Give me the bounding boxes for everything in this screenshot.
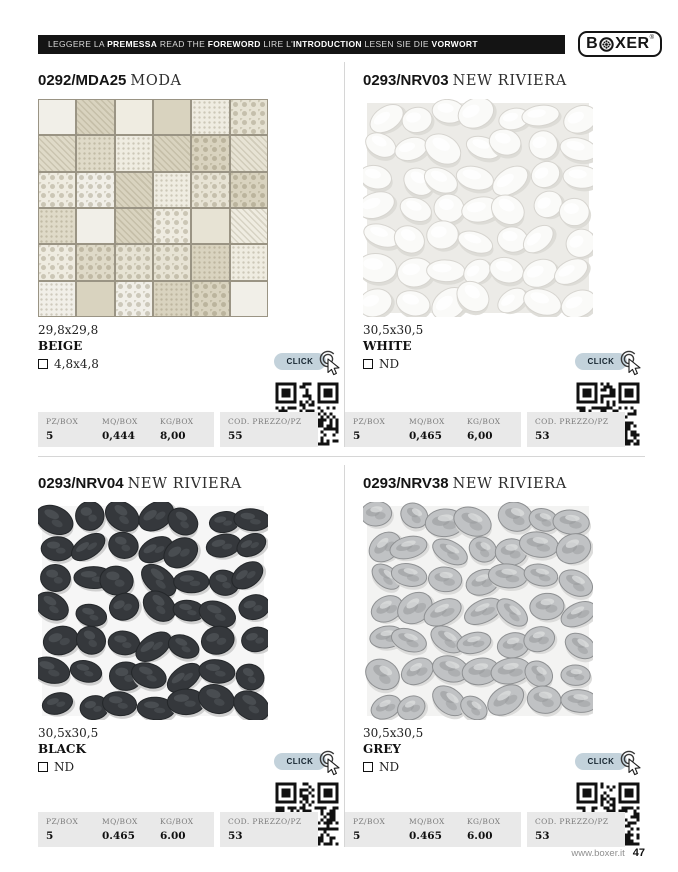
spec-header: KG/BOX <box>160 417 194 426</box>
click-cursor-icon <box>616 349 644 379</box>
spec-header: PZ/BOX <box>46 417 79 426</box>
product-color-name: GREY <box>363 742 401 756</box>
product-title <box>363 465 645 494</box>
mosaic-tile <box>116 173 152 207</box>
mosaic-rosette-o-icon <box>599 37 614 52</box>
spec-block-price-code <box>527 412 625 447</box>
mosaic-tile <box>39 209 75 243</box>
spec-col <box>535 417 617 442</box>
mosaic-tile <box>39 173 75 207</box>
spec-header: KG/BOX <box>467 417 501 426</box>
mosaic-tile <box>231 282 267 316</box>
product-color-name: BLACK <box>38 742 86 756</box>
chip-checkbox-icon <box>363 359 373 369</box>
chip-size: ND <box>54 760 75 774</box>
click-button[interactable] <box>575 353 627 370</box>
click-label: CLICK <box>286 357 314 366</box>
product-code: 0292/MDA25 <box>38 72 127 89</box>
product-spec-table <box>345 812 625 847</box>
product-grid <box>38 62 645 847</box>
product-card <box>38 465 344 847</box>
chip-size: ND <box>379 357 400 371</box>
mosaic-tile <box>231 136 267 170</box>
spec-col <box>228 417 310 442</box>
spec-value: 0.465 <box>102 830 135 842</box>
product-title <box>38 465 320 494</box>
mosaic-tile <box>231 209 267 243</box>
click-cursor-icon <box>315 349 343 379</box>
spec-col <box>409 817 467 842</box>
product-color-name: BEIGE <box>38 339 83 353</box>
mosaic-tile <box>192 245 228 279</box>
spec-block-price-code <box>220 412 318 447</box>
spec-block-main <box>345 812 521 847</box>
spec-col <box>102 417 160 442</box>
spec-header: COD. PREZZO/PZ <box>535 417 609 426</box>
click-label: CLICK <box>587 357 615 366</box>
spec-col <box>46 817 102 842</box>
click-cursor-icon <box>315 749 343 779</box>
spec-col <box>535 817 617 842</box>
mosaic-tile <box>231 173 267 207</box>
product-size: 30,5x30,5 <box>363 323 424 337</box>
product-code: 0293/NRV04 <box>38 475 124 492</box>
mosaic-tile <box>39 136 75 170</box>
spec-header: COD. PREZZO/PZ <box>228 817 302 826</box>
mosaic-tile <box>116 282 152 316</box>
mosaic-tile <box>192 209 228 243</box>
website-url: www.boxer.it <box>571 848 625 859</box>
logo-letters: XER <box>615 35 650 52</box>
pebble-image <box>363 502 593 720</box>
spec-col <box>409 417 467 442</box>
mosaic-tile <box>192 100 228 134</box>
product-card <box>38 62 344 447</box>
spec-header: MQ/BOX <box>102 817 138 826</box>
spec-header: MQ/BOX <box>102 417 138 426</box>
spec-header: COD. PREZZO/PZ <box>228 417 302 426</box>
spec-value: 55 <box>228 430 243 442</box>
spec-block-price-code <box>527 812 625 847</box>
mosaic-tile <box>231 245 267 279</box>
spec-value: 5 <box>353 830 361 842</box>
spec-col <box>353 417 409 442</box>
spec-header: MQ/BOX <box>409 817 445 826</box>
spec-col <box>102 817 160 842</box>
product-image <box>363 99 593 317</box>
product-name: NEW RIVIERA <box>452 73 567 89</box>
spec-col <box>353 817 409 842</box>
logo-letter: B <box>586 35 599 52</box>
product-image <box>38 99 268 317</box>
product-color-name: WHITE <box>363 339 412 353</box>
spec-value: 53 <box>535 830 550 842</box>
product-row-top <box>38 62 645 447</box>
pebble-image <box>38 502 268 720</box>
banner-segment: INTRODUCTION <box>293 39 362 49</box>
product-spec-table <box>38 412 318 447</box>
banner-segment: LIRE L' <box>260 39 294 49</box>
spec-value: 0.465 <box>409 830 442 842</box>
pebble-image <box>363 99 593 317</box>
product-size: 30,5x30,5 <box>38 726 99 740</box>
product-card <box>344 62 645 447</box>
chip-size: 4,8x4,8 <box>54 357 99 371</box>
mosaic-tile <box>77 173 113 207</box>
mosaic-tile <box>39 100 75 134</box>
spec-value: 5 <box>46 430 54 442</box>
banner-segment: PREMESSA <box>107 39 158 49</box>
product-title <box>38 62 320 91</box>
spec-header: KG/BOX <box>467 817 501 826</box>
mosaic-tile <box>116 100 152 134</box>
click-button[interactable] <box>274 753 326 770</box>
product-name: NEW RIVIERA <box>452 476 567 492</box>
mosaic-tile <box>77 282 113 316</box>
spec-header: PZ/BOX <box>353 417 386 426</box>
click-cursor-icon <box>616 749 644 779</box>
spec-value: 6,00 <box>467 430 493 442</box>
chip-checkbox-icon <box>38 762 48 772</box>
spec-value: 0,465 <box>409 430 442 442</box>
spec-col <box>160 817 206 842</box>
product-code: 0293/NRV38 <box>363 475 449 492</box>
mosaic-tile <box>231 100 267 134</box>
click-button[interactable] <box>274 353 326 370</box>
spec-col <box>46 417 102 442</box>
product-row-bottom <box>38 465 645 847</box>
product-spec-table <box>38 812 318 847</box>
spec-col <box>467 417 513 442</box>
spec-value: 5 <box>353 430 361 442</box>
page-footer <box>571 847 645 859</box>
product-card <box>344 465 645 847</box>
premessa-banner <box>38 35 565 54</box>
spec-header: KG/BOX <box>160 817 194 826</box>
spec-header: PZ/BOX <box>353 817 386 826</box>
registered-mark: ® <box>649 35 654 41</box>
product-name: NEW RIVIERA <box>127 476 242 492</box>
mosaic-tile <box>154 136 190 170</box>
mosaic-tile <box>154 245 190 279</box>
spec-col <box>228 817 310 842</box>
page-header <box>38 31 662 57</box>
product-name: MODA <box>130 73 182 89</box>
click-button[interactable] <box>575 753 627 770</box>
click-label: CLICK <box>286 757 314 766</box>
product-size: 29,8x29,8 <box>38 323 99 337</box>
mosaic-tile <box>154 209 190 243</box>
spec-col <box>467 817 513 842</box>
mosaic-tile <box>192 136 228 170</box>
banner-segment: FOREWORD <box>207 39 261 49</box>
spec-block-main <box>345 412 521 447</box>
spec-block-price-code <box>220 812 318 847</box>
mosaic-tile <box>192 282 228 316</box>
product-spec-table <box>345 412 625 447</box>
spec-value: 6.00 <box>160 830 186 842</box>
mosaic-tile <box>39 245 75 279</box>
spec-block-main <box>38 812 214 847</box>
product-code: 0293/NRV03 <box>363 72 449 89</box>
spec-value: 8,00 <box>160 430 186 442</box>
mosaic-tile <box>77 209 113 243</box>
click-label: CLICK <box>587 757 615 766</box>
mosaic-tile <box>77 245 113 279</box>
banner-segment: READ THE <box>157 39 208 49</box>
product-size: 30,5x30,5 <box>363 726 424 740</box>
mosaic-tile <box>77 136 113 170</box>
spec-value: 53 <box>535 430 550 442</box>
banner-segment: LESEN SIE DIE <box>361 39 432 49</box>
spec-col <box>160 417 206 442</box>
mosaic-tile <box>154 100 190 134</box>
banner-segment: LEGGERE LA <box>48 39 108 49</box>
mosaic-tile <box>116 209 152 243</box>
spec-value: 6.00 <box>467 830 493 842</box>
spec-header: COD. PREZZO/PZ <box>535 817 609 826</box>
boxer-logo <box>578 31 662 57</box>
product-image <box>363 502 593 720</box>
spec-value: 5 <box>46 830 54 842</box>
mosaic-tile <box>77 100 113 134</box>
mosaic-tile <box>116 245 152 279</box>
mosaic-tile <box>192 173 228 207</box>
mosaic-tile <box>116 136 152 170</box>
mosaic-tile <box>154 173 190 207</box>
mosaic-grid <box>38 99 268 317</box>
spec-value: 0,444 <box>102 430 135 442</box>
banner-segment: VORWORT <box>431 39 478 49</box>
chip-size: ND <box>379 760 400 774</box>
spec-block-main <box>38 412 214 447</box>
spec-value: 53 <box>228 830 243 842</box>
mosaic-tile <box>39 282 75 316</box>
row-divider <box>38 456 645 457</box>
chip-checkbox-icon <box>363 762 373 772</box>
product-title <box>363 62 645 91</box>
chip-checkbox-icon <box>38 359 48 369</box>
spec-header: MQ/BOX <box>409 417 445 426</box>
page-number: 47 <box>632 847 645 859</box>
spec-header: PZ/BOX <box>46 817 79 826</box>
mosaic-tile <box>154 282 190 316</box>
product-image <box>38 502 268 720</box>
